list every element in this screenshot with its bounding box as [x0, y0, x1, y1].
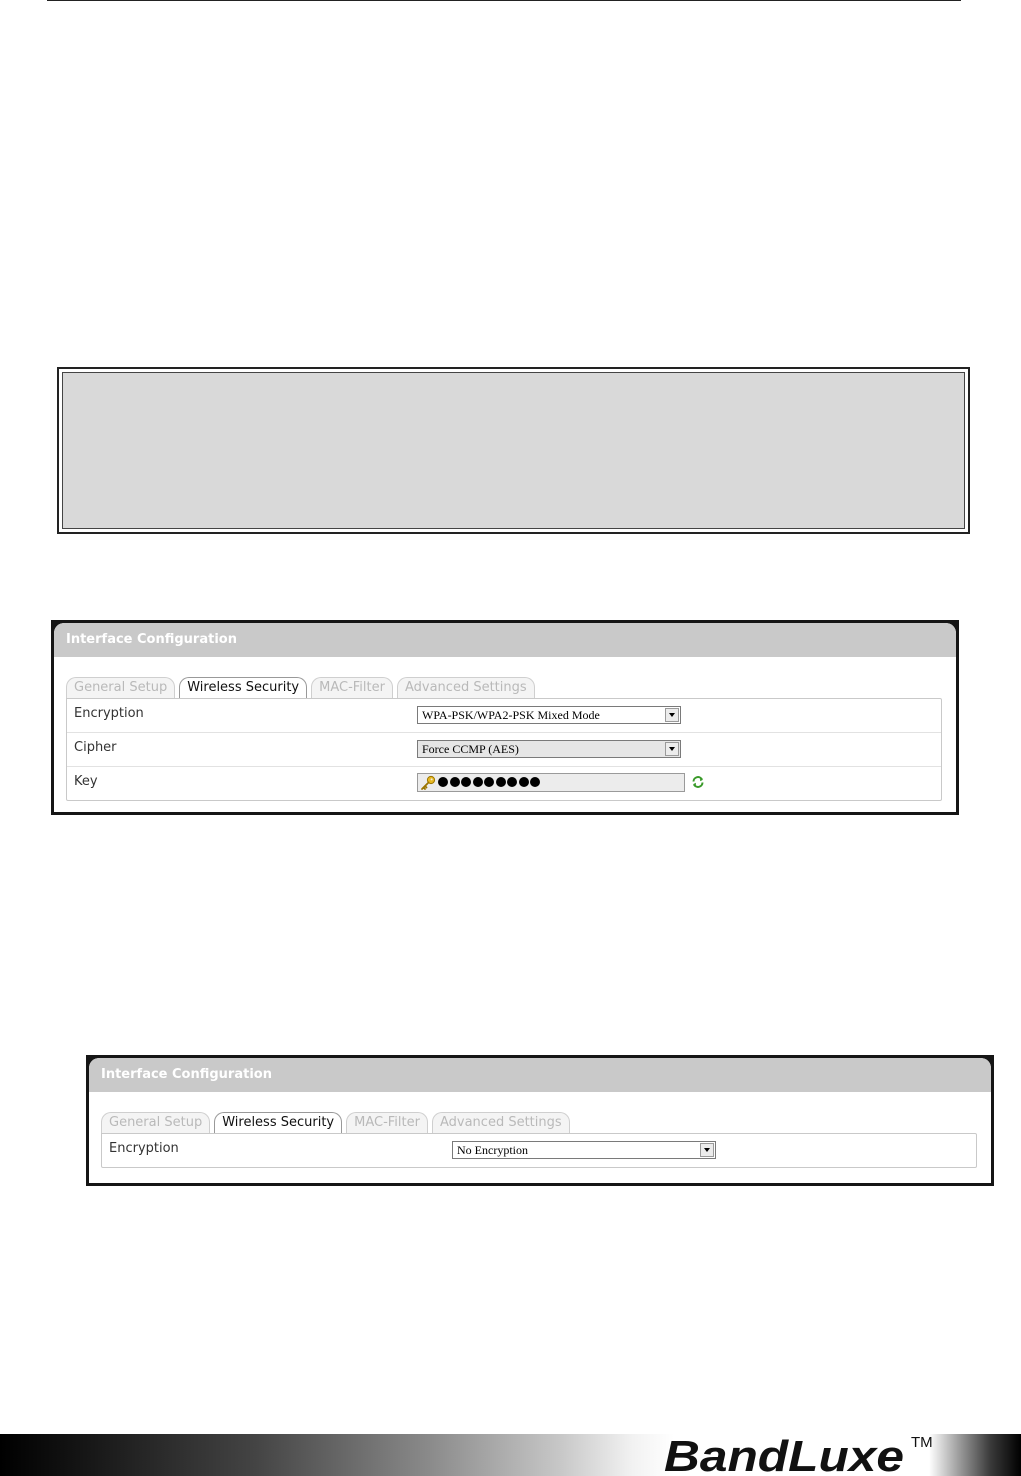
tab-bar — [101, 1112, 574, 1134]
note-box — [57, 367, 970, 534]
mask-dot — [496, 777, 506, 787]
chevron-down-icon[interactable] — [700, 1143, 714, 1157]
cipher-label: Cipher — [74, 740, 117, 755]
mask-dot — [519, 777, 529, 787]
tab-advanced-settings[interactable]: Advanced Settings — [432, 1112, 570, 1133]
tab-mac-filter[interactable]: MAC-Filter — [346, 1112, 428, 1133]
svg-text:TM: TM — [911, 1434, 933, 1451]
bandluxe-logo — [664, 1431, 934, 1476]
panel-title: Interface Configuration — [89, 1058, 991, 1092]
interface-config-panel-wpa — [51, 620, 959, 815]
key-label: Key — [74, 774, 98, 789]
encryption-row — [67, 699, 941, 733]
key-icon — [420, 775, 436, 791]
key-row — [67, 767, 941, 800]
key-masked-value — [438, 777, 542, 796]
panel-body — [89, 1058, 991, 1183]
tab-advanced-settings[interactable]: Advanced Settings — [397, 677, 535, 698]
tab-bar — [66, 677, 539, 699]
mask-dot — [473, 777, 483, 787]
tab-wireless-security[interactable]: Wireless Security — [214, 1112, 342, 1133]
panel-title: Interface Configuration — [54, 623, 956, 657]
svg-text:BandLuxe: BandLuxe — [664, 1432, 904, 1476]
tab-general-setup[interactable]: General Setup — [101, 1112, 210, 1133]
encryption-row — [102, 1134, 976, 1167]
encryption-label: Encryption — [74, 706, 144, 721]
mask-dot — [507, 777, 517, 787]
mask-dot — [438, 777, 448, 787]
mask-dot — [530, 777, 540, 787]
page-header-rule — [47, 0, 961, 1]
encryption-select-value: No Encryption — [457, 1143, 528, 1157]
mask-dot — [461, 777, 471, 787]
encryption-select[interactable] — [417, 706, 681, 724]
encryption-label: Encryption — [109, 1141, 179, 1156]
refresh-icon[interactable] — [691, 775, 705, 789]
note-box-fill — [62, 372, 965, 529]
chevron-down-icon[interactable] — [665, 742, 679, 756]
tab-wireless-security[interactable]: Wireless Security — [179, 677, 307, 698]
cipher-select[interactable] — [417, 740, 681, 758]
mask-dot — [484, 777, 494, 787]
mask-dot — [450, 777, 460, 787]
encryption-select[interactable] — [452, 1141, 716, 1159]
interface-config-panel-none — [86, 1055, 994, 1186]
encryption-select-value: WPA-PSK/WPA2-PSK Mixed Mode — [422, 708, 600, 722]
key-input[interactable] — [417, 773, 685, 792]
cipher-select-value: Force CCMP (AES) — [422, 742, 519, 756]
security-form — [101, 1133, 977, 1168]
panel-body — [54, 623, 956, 812]
cipher-row — [67, 733, 941, 767]
chevron-down-icon[interactable] — [665, 708, 679, 722]
tab-mac-filter[interactable]: MAC-Filter — [311, 677, 393, 698]
tab-general-setup[interactable]: General Setup — [66, 677, 175, 698]
security-form — [66, 698, 942, 801]
